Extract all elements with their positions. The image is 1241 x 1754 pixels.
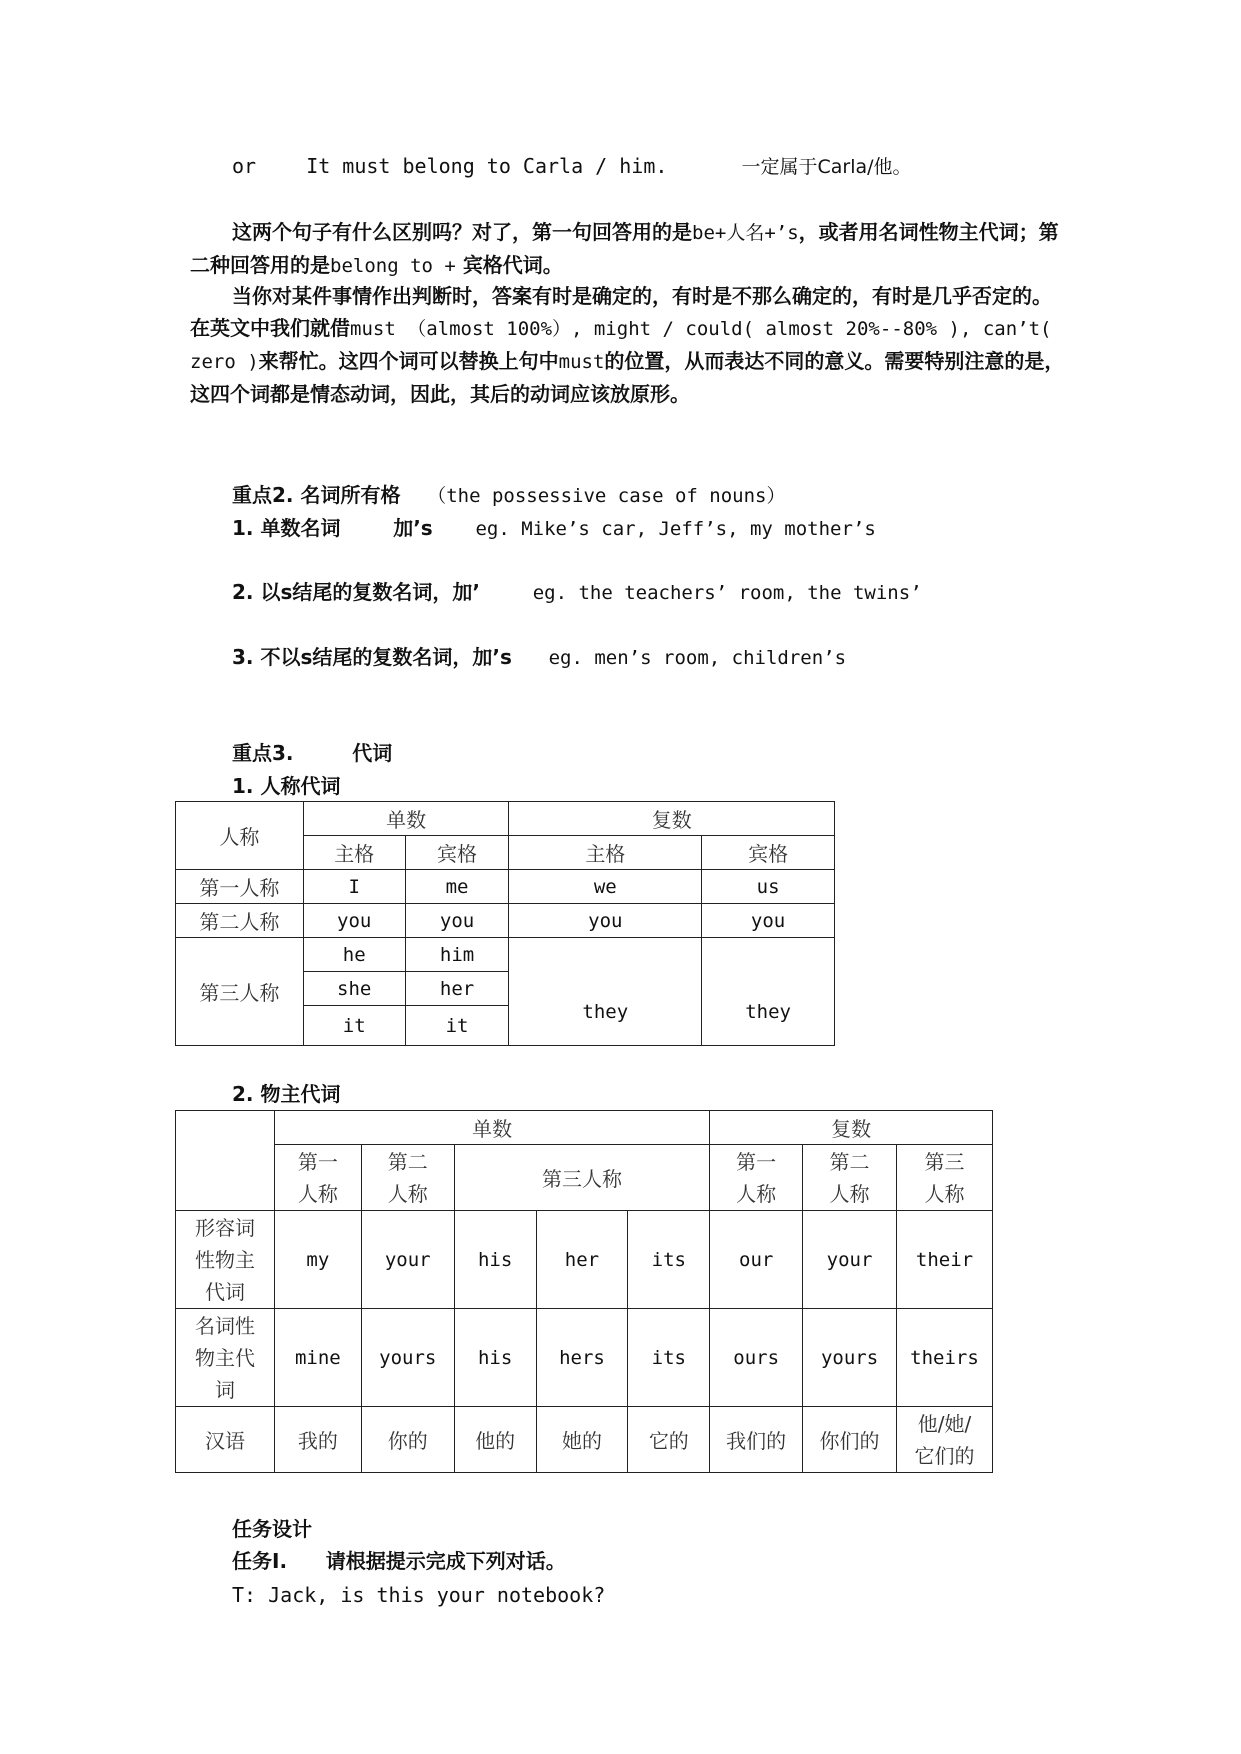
example-line (232, 150, 912, 183)
header-text: 第二人称 (387, 1149, 428, 1206)
point3-title: 重点3. (232, 741, 294, 765)
para2-text2: 来帮忙。这四个词可以替换上句中 (258, 349, 559, 373)
task-1-heading (232, 1545, 566, 1577)
cell: our (710, 1211, 803, 1309)
cell: his (454, 1211, 536, 1309)
table-row (176, 938, 835, 972)
item-example: eg. men’s room, children’s (548, 647, 847, 669)
cell: theirs (897, 1309, 993, 1407)
point3-title2: 代词 (352, 741, 393, 765)
header-objective: 宾格 (702, 836, 835, 870)
cell: 她的 (536, 1407, 628, 1473)
point2-heading (232, 479, 786, 512)
cell: 他的 (454, 1407, 536, 1473)
cell: your (361, 1211, 454, 1309)
row-label-text: 形容词性物主代词 (194, 1215, 255, 1304)
cell: you (405, 904, 509, 938)
row-person: 第三人称 (176, 938, 304, 1046)
cell: he (303, 938, 405, 972)
cell: us (702, 870, 835, 904)
para1-code2: belong to + (330, 255, 456, 277)
item-label: 3. 不以s结尾的复数名词，加’s (232, 645, 512, 669)
task-title: 任务设计 (232, 1517, 312, 1541)
row-label: 汉语 (176, 1407, 275, 1473)
row-label (176, 1211, 275, 1309)
point2-item-3 (232, 641, 846, 674)
header-objective: 宾格 (405, 836, 509, 870)
cell: it (303, 1006, 405, 1046)
cell: I (303, 870, 405, 904)
header-first-person (710, 1145, 803, 1211)
item-rule: 加’s (393, 516, 433, 540)
header-first-person (274, 1145, 361, 1211)
cell-text: 他/她/它们的 (914, 1411, 975, 1468)
para1-code1: be+人名+’s (692, 222, 799, 244)
cell: 你的 (361, 1407, 454, 1473)
header-plural: 复数 (509, 802, 835, 836)
cell: she (303, 972, 405, 1006)
cell: her (405, 972, 509, 1006)
para2-text3: 的位置，从而表达不同的意义。需要特别注意的是，这四个词都是情态动词，因此，其后的动词应该放原形。 (190, 349, 1065, 406)
para2-code2: must (558, 351, 605, 373)
row-person: 第一人称 (176, 870, 304, 904)
paragraph-difference (190, 216, 1070, 282)
cell: yours (361, 1309, 454, 1407)
cell: you (303, 904, 405, 938)
point3-heading (232, 737, 392, 769)
dialog-line: T: Jack, is this your notebook? (232, 1583, 606, 1607)
cell: ours (710, 1309, 803, 1407)
cell: hers (536, 1309, 628, 1407)
row-label-text: 名词性物主代词 (194, 1313, 255, 1402)
header-singular: 单数 (274, 1111, 709, 1145)
point2-title-en: （the possessive case of nouns） (427, 485, 786, 507)
para1-text3: 宾格代词。 (462, 253, 563, 277)
header-text: 第一人称 (736, 1149, 777, 1206)
table-row (176, 870, 835, 904)
cell: 我的 (274, 1407, 361, 1473)
header-plural: 复数 (710, 1111, 993, 1145)
item-label: 1. 单数名词 (232, 516, 341, 540)
task-1-label: 任务I. (232, 1549, 288, 1573)
header-second-person (803, 1145, 897, 1211)
cell: you (509, 904, 702, 938)
header-third-person (897, 1145, 993, 1211)
para1-text1: 这两个句子有什么区别吗？对了，第一句回答用的是 (232, 220, 692, 244)
table-row (176, 1211, 993, 1309)
cell: him (405, 938, 509, 972)
cell: we (509, 870, 702, 904)
cell: mine (274, 1309, 361, 1407)
cell: her (536, 1211, 628, 1309)
cell: its (628, 1211, 710, 1309)
para2-code1: must （almost 100%）, might / could( almost 20%--80% ), can’t( zero ) (190, 318, 1052, 373)
task-1-text: 请根据提示完成下列对话。 (325, 1549, 566, 1573)
personal-pronoun-heading: 1. 人称代词 (232, 774, 341, 798)
header-third-person: 第三人称 (454, 1145, 710, 1211)
table-row (176, 904, 835, 938)
cell: 我们的 (710, 1407, 803, 1473)
header-text: 第三人称 (924, 1149, 965, 1206)
possessive-pronoun-heading: 2. 物主代词 (232, 1082, 341, 1106)
cell: me (405, 870, 509, 904)
cell: your (803, 1211, 897, 1309)
cell: their (897, 1211, 993, 1309)
header-person: 人称 (176, 802, 304, 870)
example-translation: 一定属于Carla/他。 (741, 156, 912, 178)
cell: his (454, 1309, 536, 1407)
cell: it (405, 1006, 509, 1046)
para1-text2: ，或者用名词性物主代词；第二种回答用的是 (190, 220, 1059, 277)
point2-item-2 (232, 576, 922, 609)
cell: 它的 (628, 1407, 710, 1473)
para2-text1: 当你对某件事情作出判断时，答案有时是确定的，有时是不那么确定的，有时是几乎否定的。在英文中我们就借 (190, 284, 1052, 340)
item-example: eg. Mike’s car, Jeff’s, my mother’s (475, 518, 876, 540)
cell: they (702, 938, 835, 1046)
row-label (176, 1309, 275, 1407)
personal-pronoun-table (175, 801, 835, 1046)
table-row (176, 1309, 993, 1407)
cell: you (702, 904, 835, 938)
cell: my (274, 1211, 361, 1309)
cell: its (628, 1309, 710, 1407)
cell (897, 1407, 993, 1473)
point2-item-1 (232, 512, 876, 545)
header-subjective: 主格 (509, 836, 702, 870)
paragraph-modal-verbs (190, 280, 1070, 410)
item-example: eg. the teachers’ room, the twins’ (532, 582, 922, 604)
header-text: 第一人称 (297, 1149, 338, 1206)
row-person: 第二人称 (176, 904, 304, 938)
example-sentence: It must belong to Carla / him. (306, 154, 668, 178)
possessive-pronoun-table (175, 1110, 993, 1473)
corner-cell (176, 1111, 275, 1211)
table-row (176, 1407, 993, 1473)
cell: they (509, 938, 702, 1046)
header-second-person (361, 1145, 454, 1211)
or-word: or (232, 154, 257, 178)
item-label: 2. 以s结尾的复数名词，加’ (232, 580, 480, 604)
header-text: 第二人称 (829, 1149, 870, 1206)
cell: yours (803, 1309, 897, 1407)
header-subjective: 主格 (303, 836, 405, 870)
point2-title: 重点2. 名词所有格 (232, 483, 401, 507)
cell: 你们的 (803, 1407, 897, 1473)
header-singular: 单数 (303, 802, 509, 836)
